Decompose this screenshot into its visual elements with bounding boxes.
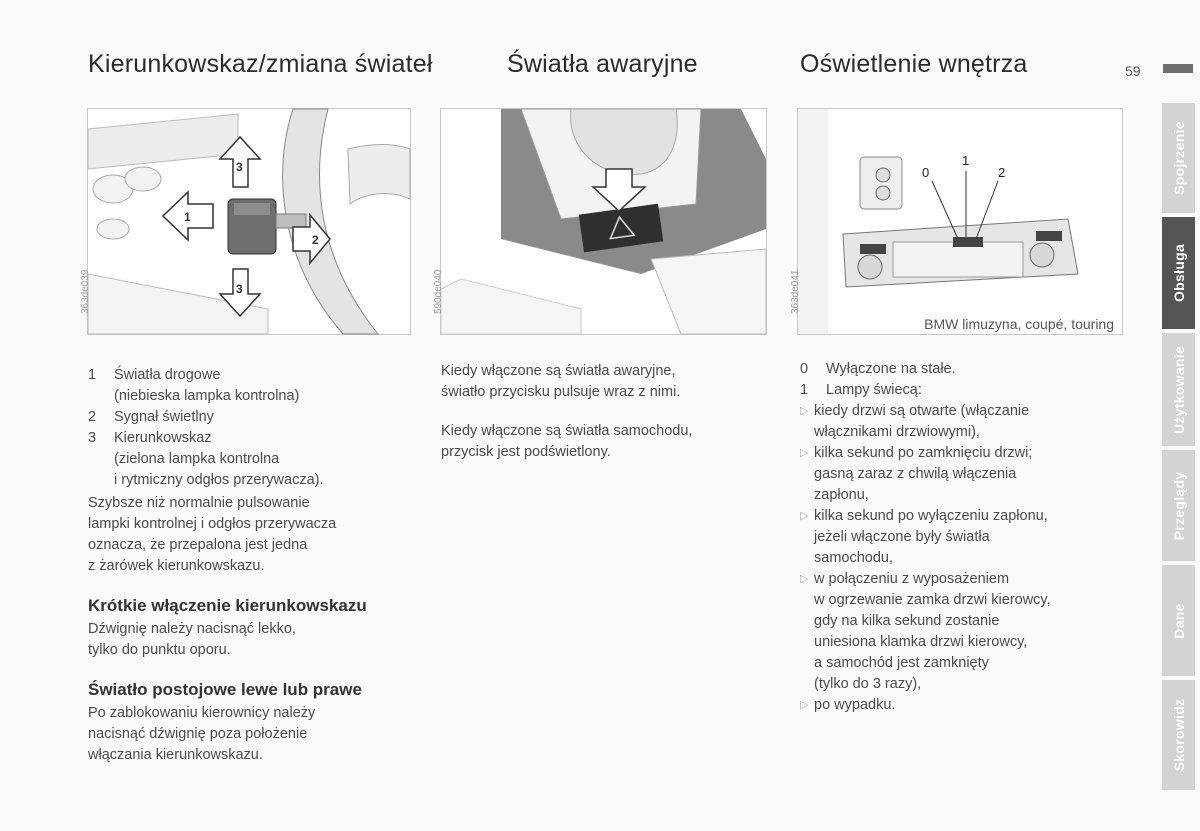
triangle-bullet-icon: ▷ (800, 573, 809, 585)
short-turn-text: Dźwignię należy nacisnąć lekko, (88, 621, 296, 637)
fig3-label-0: 0 (922, 165, 930, 180)
figure-interior-light (790, 108, 1123, 335)
fig3-caption: BMW limuzyna, coupé, touring (924, 316, 1114, 332)
tab-obsluga[interactable]: Obsługa (1162, 217, 1195, 329)
list-item: 3 Kierunkowskaz (zielona lampka kontrolna i rytmiczny odgłos przerywacza). (88, 430, 324, 488)
bullet-item: ▷ kilka sekund po zamknięciu drzwi; gasną zaraz z chwilą włączenia zapłonu, (800, 445, 1033, 503)
bullet-item: ▷ w połączeniu z wyposażeniem w ogrzewanie zamka drzwi kierowcy, gdy na kilka sekund zostanie uniesiona klamka drzwi kierowcy, a samochód jest zamknięty (tylko do 3 razy), (800, 571, 1051, 692)
tab-spojrzenie[interactable]: Spojrzenie (1162, 103, 1195, 213)
col1-paragraph: Szybsze niż normalnie pulsowanie lampki kontrolnej i odgłos przerywacza oznacza, że przepalona jest jedna z żarówek kierunkowskazu. (88, 495, 337, 574)
heading-interior-lighting: Oświetlenie wnętrza (800, 50, 1028, 78)
list-item: 1 Lampy świecą: (800, 382, 922, 398)
bullet-item: ▷ kiedy drzwi są otwarte (włączanie włącznikami drzwiowymi), (800, 403, 1030, 440)
list-item: 1 Światła drogowe (niebieska lampka kontrolna) (88, 367, 300, 404)
fig1-label-1: 1 (184, 210, 191, 224)
figure-hazard-button (433, 108, 767, 335)
tab-uzytkowanie[interactable]: Użytkowanie (1162, 333, 1195, 446)
triangle-bullet-icon: ▷ (800, 699, 809, 711)
triangle-bullet-icon: ▷ (800, 510, 809, 522)
tab-dane[interactable]: Dane (1162, 565, 1195, 676)
bullet-item: ▷ kilka sekund po wyłączeniu zapłonu, jeżeli włączone były światła samochodu, (800, 508, 1048, 566)
col1-text (88, 365, 433, 766)
parking-light-text: Po zablokowaniu kierownicy należy (88, 705, 316, 721)
tab-przeglady[interactable]: Przeglądy (1162, 450, 1195, 561)
fig2-code: 590de040 (433, 269, 444, 314)
page-marker (1163, 64, 1193, 73)
fig1-code: 363de039 (80, 269, 91, 314)
short-turn-text: tylko do punktu oporu. (88, 642, 231, 658)
subheading-short-turn: Krótkie włączenie kierunkowskazu (88, 596, 367, 615)
col3-text (800, 359, 1150, 716)
parking-light-text: włączania kierunkowskazu. (88, 747, 263, 763)
heading-hazard-lights: Światła awaryjne (507, 50, 698, 78)
page-number: 59 (1125, 63, 1141, 79)
fig1-label-2: 2 (312, 233, 319, 247)
triangle-bullet-icon: ▷ (800, 405, 809, 417)
col2-text: Kiedy włączone są światła awaryjne, światło przycisku pulsuje wraz z nimi. Kiedy włączone są światła samochodu, przycisk jest podświetlony. (441, 363, 693, 460)
heading-turn-signal: Kierunkowskaz/zmiana świateł (88, 50, 433, 78)
fig3-label-2: 2 (998, 165, 1006, 180)
triangle-bullet-icon: ▷ (800, 447, 809, 459)
fig1-label-3-top: 3 (236, 160, 243, 174)
list-item: 0 Wyłączone na stałe. (800, 361, 956, 377)
figure-turn-signal-lever (80, 108, 411, 335)
list-item: 2 Sygnał świetlny (88, 409, 214, 425)
fig1-label-3-bottom: 3 (236, 282, 243, 296)
fig3-code: 363de041 (790, 269, 801, 314)
bullet-item: ▷ po wypadku. (800, 695, 1150, 716)
parking-light-text: nacisnąć dźwignię poza położenie (88, 726, 308, 742)
tab-skorowidz[interactable]: Skorowidz (1162, 680, 1195, 790)
fig3-label-1: 1 (962, 153, 970, 168)
subheading-parking-light: Światło postojowe lewe lub prawe (88, 680, 362, 699)
